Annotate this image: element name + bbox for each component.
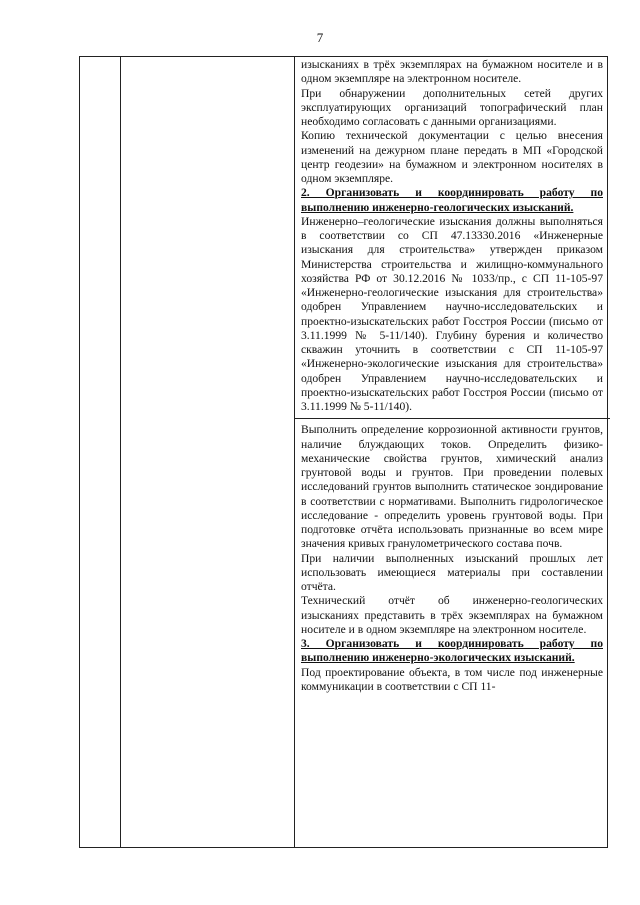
column-divider-1	[120, 57, 121, 847]
paragraph: Технический отчёт об инженерно-геологических изысканиях представить в трёх экземплярах на бумажном носителе и в одном экземпляре на электронном носителе.	[301, 594, 603, 636]
section-heading-2: 2. Организовать и координировать работу по выполнению инженерно-геологических изысканий.	[301, 186, 603, 214]
column-divider-2	[294, 57, 295, 847]
section-heading-3: 3. Организовать и координировать работу по выполнению инженерно-экологических изысканий.	[301, 637, 603, 665]
row-divider	[294, 418, 610, 419]
paragraph: При обнаружении дополнительных сетей других эксплуатирующих организаций топографический план необходимо согласовать с данными организациями.	[301, 86, 603, 128]
paragraph: Под проектирование объекта, в том числе под инженерные коммуникации в соответствии с СП 11-	[301, 665, 603, 693]
paragraph: Инженерно–геологические изыскания должны выполняться в соответствии со СП 47.13330.2016 «Инженерные изыскания для строительства» утвержден приказом Министерства строительства и жилищно-коммунального хозяйства РФ от 30.12.2016 № 1033/пр., с СП 11-105-97 «Инженерно-геологические изыскания для строительства» одобрен Управлением научно-исследовательских и проектно-изыскательских работ Госстроя России (письмо от 3.11.1999 № 5-11/140). Глубину бурения и количество скважин уточнить в соответствии с СП 11-105-97 «Инженерно-экологические изыскания для строительства» одобрен Управлением научно-исследовательских и проектно-изыскательских работ Госстроя России (письмо от 3.11.1999 № 5-11/140).	[301, 214, 603, 413]
paragraph: изысканиях в трёх экземплярах на бумажном носителе и в одном экземпляре на электронном носителе.	[301, 58, 603, 86]
paragraph: Копию технической документации с целью внесения изменений на дежурном плане передать в МП «Городской центр геодезии» на бумажном и электронном носителях в одном экземпляре.	[301, 129, 603, 185]
paragraph: При наличии выполненных изысканий прошлых лет использовать имеющиеся материалы при составлении отчёта.	[301, 551, 603, 593]
paragraph: Выполнить определение коррозионной активности грунтов, наличие блуждающих токов. Определить физико-механические свойства грунтов, химический анализ грунтовой воды и грунтов. При проведении полевых исследований грунтов выполнить статическое зондирование в соответствии с нормативами. Выполнить гидрологическое исследование - определить уровень грунтовой воды. При подготовке отчёта использовать признанные во всем мире значения кривых гранулометрического состава почв.	[301, 423, 603, 551]
page-number: 7	[316, 30, 324, 45]
content-column	[301, 58, 603, 694]
requirements-table	[79, 56, 608, 848]
